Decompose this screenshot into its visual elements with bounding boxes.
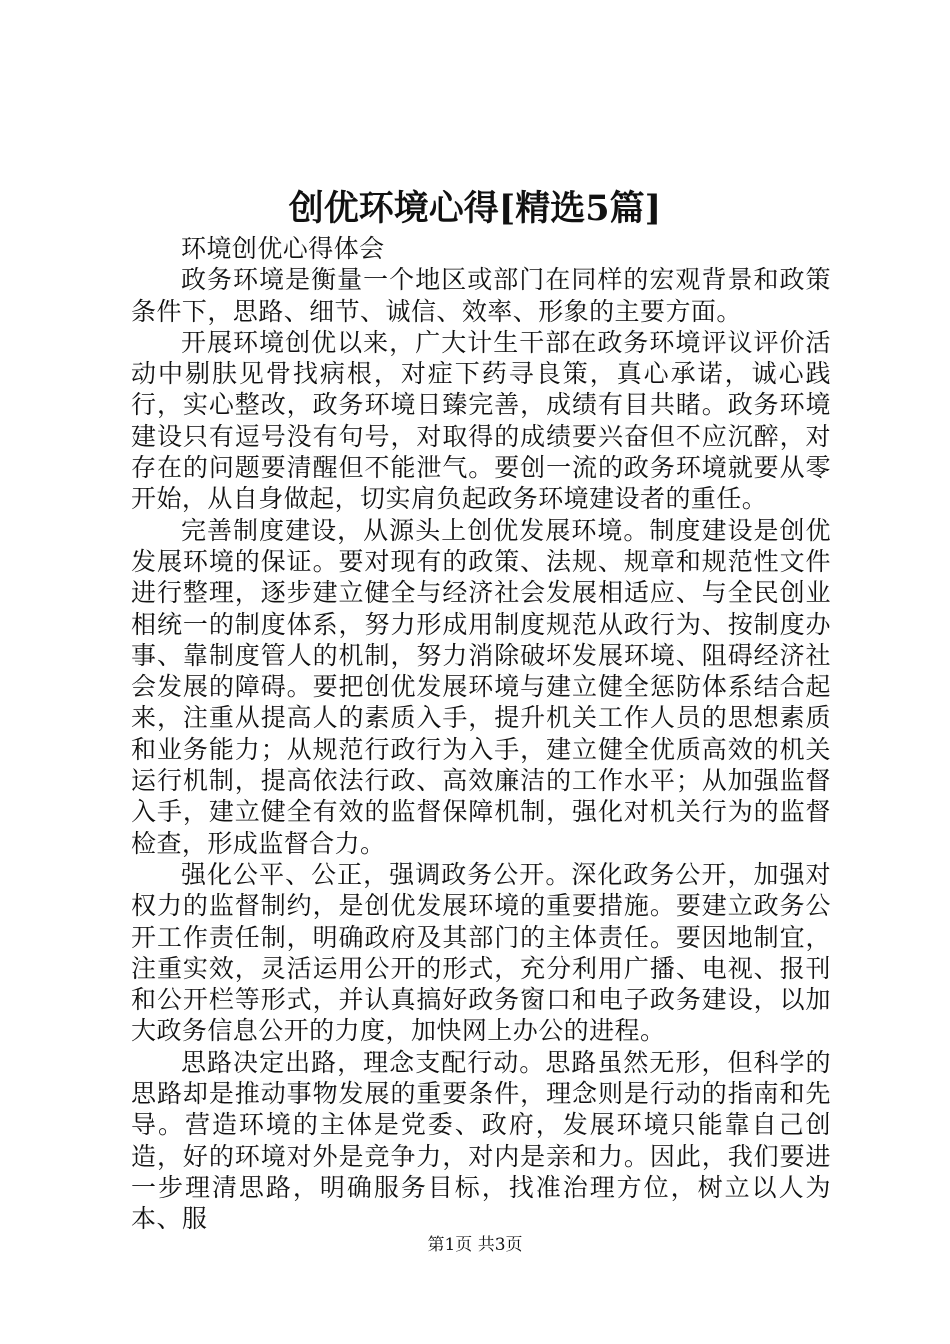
page-footer: 第1页 共3页 — [427, 1235, 523, 1255]
document-subtitle: 环境创优心得体会 — [181, 234, 385, 263]
paragraph: 思路决定出路，理念支配行动。思路虽然无形，但科学的思路却是推动事物发展的重要条件，理念则是行动的指南和先导。营造环境的主体是党委、政府，发展环境只能靠自己创造，好的环境对外是竞争力，对内是亲和力。因此，我们要进一步理清思路，明确服务目标，找准治理方位，树立以人为本、服 — [131, 1047, 831, 1234]
page-title: 创优环境心得[精选5篇] — [288, 188, 662, 229]
paragraph: 强化公平、公正，强调政务公开。深化政务公开，加强对权力的监督制约，是创优发展环境的重要措施。要建立政务公开工作责任制，明确政府及其部门的主体责任。要因地制宜，注重实效，灵活运用公开的形式，充分利用广播、电视、报刊和公开栏等形式，并认真搞好政务窗口和电子政务建设，以加大政务信息公开的力度，加快网上办公的进程。 — [131, 859, 831, 1046]
paragraph: 完善制度建设，从源头上创优发展环境。制度建设是创优发展环境的保证。要对现有的政策、法规、规章和规范性文件进行整理，逐步建立健全与经济社会发展相适应、与全民创业相统一的制度体系，努力形成用制度规范从政行为、按制度办事、靠制度管人的机制，努力消除破坏发展环境、阻碍经济社会发展的障碍。要把创优发展环境与建立健全惩防体系结合起来，注重从提高人的素质入手，提升机关工作人员的思想素质和业务能力；从规范行政行为入手，建立健全优质高效的机关运行机制，提高依法行政、高效廉洁的工作水平；从加强监督入手，建立健全有效的监督保障机制，强化对机关行为的监督检查，形成监督合力。 — [131, 515, 831, 858]
document-body — [131, 233, 831, 1235]
paragraph: 政务环境是衡量一个地区或部门在同样的宏观背景和政策条件下，思路、细节、诚信、效率、形象的主要方面。 — [131, 265, 831, 326]
paragraph: 开展环境创优以来，广大计生干部在政务环境评议评价活动中剔肤见骨找病根，对症下药寻良策，真心承诺，诚心践行，实心整改，政务环境日臻完善，成绩有目共睹。政务环境建设只有逗号没有句号，对取得的成绩要兴奋但不应沉醉，对存在的问题要清醒但不能泄气。要创一流的政务环境就要从零开始，从自身做起，切实肩负起政务环境建设者的重任。 — [131, 327, 831, 514]
